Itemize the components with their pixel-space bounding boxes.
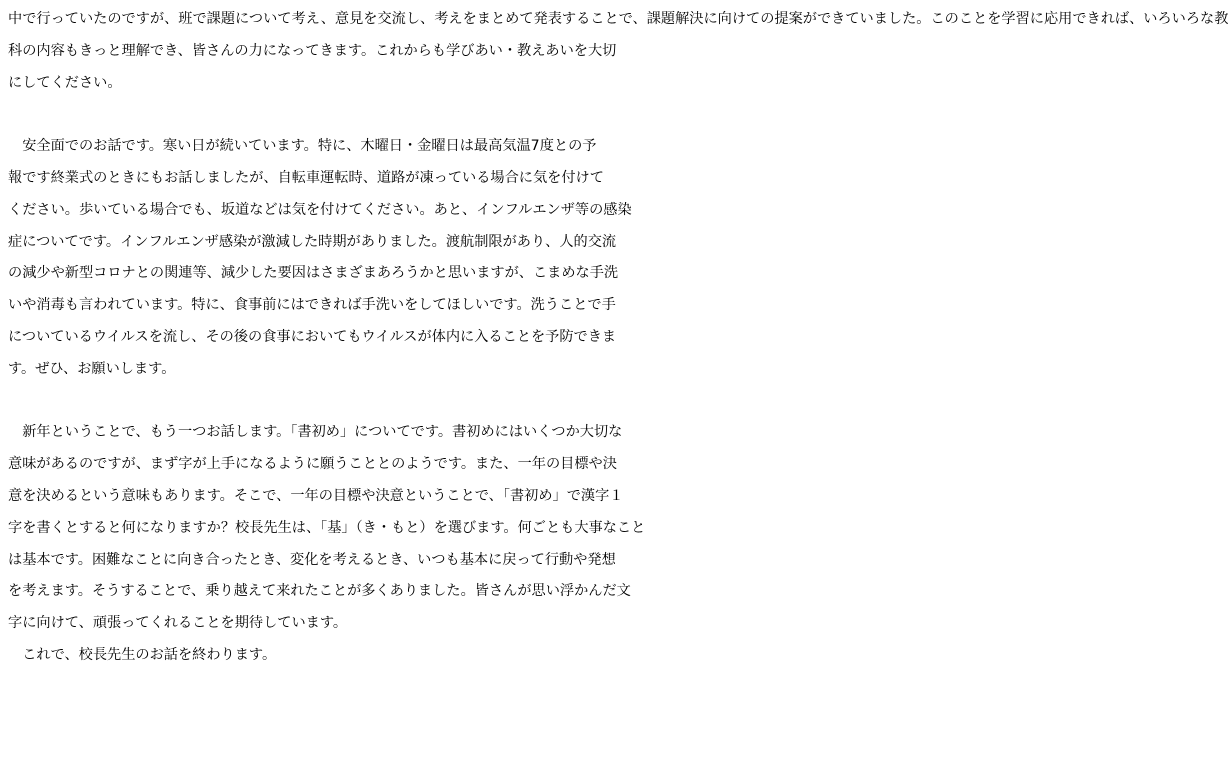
text-line: 安全面でのお話です。寒い日が続いています。特に、木曜日・金曜日は最高気温7度との予 xyxy=(8,138,597,155)
text-line: にしてください。 xyxy=(8,74,122,91)
text-line: 意味があるのですが、まず字が上手になるように願うこととのようです。また、一年の目標や決 xyxy=(8,456,617,473)
text-line: 新年ということで、もう一つお話します。「書初め」についてです。書初めにはいくつか大切な xyxy=(8,424,623,441)
paragraph-gap xyxy=(8,99,628,131)
text-line: 字に向けて、頑張ってくれることを期待しています。 xyxy=(8,615,348,632)
text-line: についているウイルスを流し、その後の食事においてもウイルスが体内に入ることを予防できま xyxy=(8,328,617,345)
text-line: す。ぜひ、お願いします。 xyxy=(8,360,176,377)
text-line: 意を決めるという意味もあります。そこで、一年の目標や決意ということで、「書初め」で漢字１ xyxy=(8,487,624,504)
paragraph-safety xyxy=(8,131,632,385)
closing-line: これで、校長先生のお話を終わります。 xyxy=(8,646,277,663)
text-line: を考えます。そうすることで、乗り越えて来れたことが多くありました。皆さんが思い浮かんだ文 xyxy=(8,583,631,600)
text-line: 字を書くとすると何になりますか？校長先生は、「基」（き・もと）を選びます。何ごとも大事なこと xyxy=(8,519,646,536)
paragraph-group-work xyxy=(8,4,1228,99)
text-line: いや消毒も言われています。特に、食事前にはできれば手洗いをしてほしいです。洗うことで手 xyxy=(8,297,616,314)
text-line: の減少や新型コロナとの関連等、減少した要因はさまざまあろうかと思いますが、こまめな手洗 xyxy=(8,265,619,282)
text-line: 科の内容もきっと理解でき、皆さんの力になってきます。これからも学びあい・教えあいを大切 xyxy=(8,42,617,59)
text-line: 症についてです。インフルエンザ感染が激減した時期がありました。渡航制限があり、人的交流 xyxy=(8,233,617,250)
text-line: は基本です。困難なことに向き合ったとき、変化を考えるとき、いつも基本に戻って行動や発想 xyxy=(8,551,616,568)
paragraph-gap xyxy=(8,386,628,418)
text-line: 中で行っていたのですが、班で課題について考え、意見を交流し、考えをまとめて発表することで、課題解決に向けての提案ができていました。このことを学習に応用できれば、いろいろな教 xyxy=(8,11,1228,27)
text-line: 報です終業式のときにもお話しましたが、自転車運転時、道路が凍っている場合に気を付けて xyxy=(8,169,604,186)
paragraph-new-year xyxy=(8,417,646,671)
text-line: ください。歩いている場合でも、坂道などは気を付けてください。あと、インフルエンザ等の感染 xyxy=(8,201,632,218)
